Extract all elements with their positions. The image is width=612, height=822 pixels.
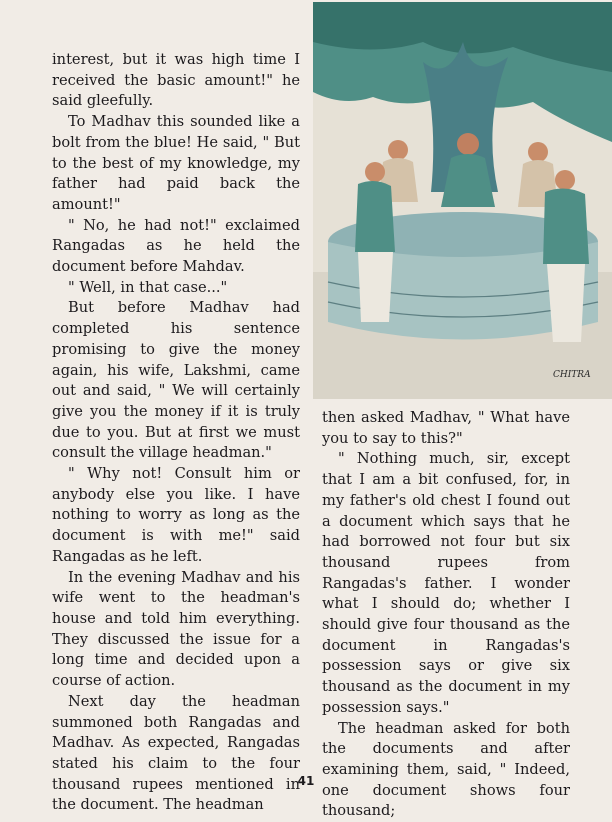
story-illustration — [313, 2, 612, 399]
paragraph: But before Madhav had completed his sentence promising to give the money again, his wife, Lakshmi, came out and said, " We will certainly give you the money if it is truly due to you. But at first we must consult the village headman." — [52, 299, 300, 462]
right-text-column — [322, 408, 570, 822]
paragraph: The headman asked for both the documents and after examining them, said, " Indeed, one document shows four thousand; — [322, 719, 570, 820]
page-number: 41 — [297, 774, 315, 788]
paragraph: interest, but it was high time I received the basic amount!" he said gleefully. — [52, 51, 300, 110]
paragraph: then asked Madhav, " What have you to say to this?" — [322, 409, 570, 447]
paragraph: Next day the headman summoned both Rangadas and Madhav. As expected, Rangadas stated his claim to the four thousand rupees mentioned in the document. The headman — [52, 692, 300, 814]
left-text-column — [52, 50, 300, 816]
paragraph: In the evening Madhav and his wife went to the headman's house and told him everything. They discussed the issue for a long time and decided upon a course of action. — [52, 568, 300, 690]
paragraph: " Well, in that case..." — [68, 278, 228, 296]
paragraph: " Nothing much, sir, except that I am a bit confused, for, in my father's old chest I found out a document which says that he had borrowed not four but six thousand rupees from Rangadas's father. I wonder what I should do; whether I should give four thousand as the document in Rangadas's possession says or give six thousand as the document in my possession says." — [322, 450, 570, 716]
paragraph: " Why not! Consult him or anybody else you like. I have nothing to worry as long as the document is with me!" said Rangadas as he left. — [52, 465, 300, 565]
paragraph: To Madhav this sounded like a bolt from the blue! He said, " But to the best of my knowledge, my father had paid back the amount!" — [52, 113, 300, 213]
artist-signature: CHITRA — [553, 370, 591, 380]
village-well-scene — [313, 2, 612, 399]
paragraph: " No, he had not!" exclaimed Rangadas as he held the document before Mahdav. — [52, 216, 300, 276]
